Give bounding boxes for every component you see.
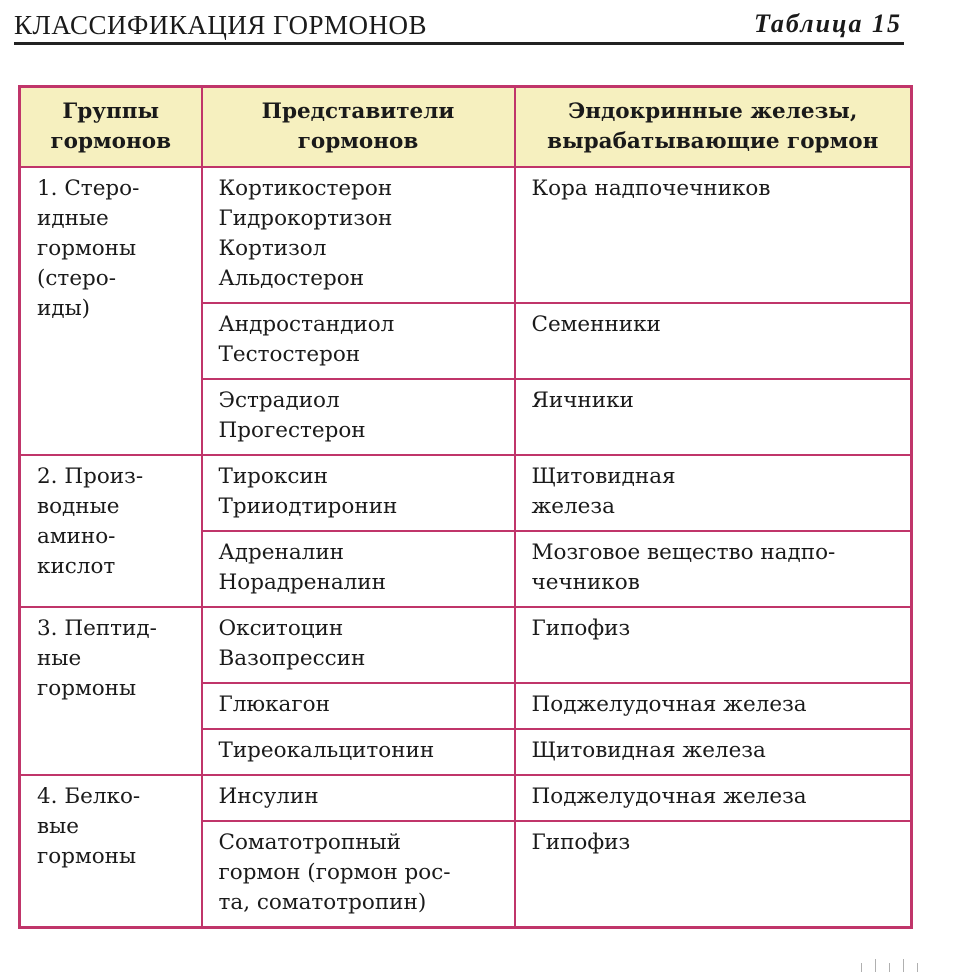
hormones-cell: Инсулин (202, 775, 515, 821)
scan-edge-marks (855, 958, 935, 972)
gland-cell: Гипофиз (515, 607, 912, 683)
gland-cell: Поджелудочная железа (515, 775, 912, 821)
hormones-cell: Андростандиол Тестостерон (202, 303, 515, 379)
hormones-cell: Тиреокальцитонин (202, 729, 515, 775)
hormones-cell: Соматотропный гормон (гормон рос- та, соматотропин) (202, 821, 515, 928)
group-cell: 1. Стеро- идные гормоны (стеро- иды) (20, 167, 202, 455)
column-header-representatives: Представители гормонов (202, 87, 515, 168)
gland-cell: Семенники (515, 303, 912, 379)
gland-cell: Щитовидная железа (515, 455, 912, 531)
gland-cell: Поджелудочная железа (515, 683, 912, 729)
hormones-cell: Эстрадиол Прогестерон (202, 379, 515, 455)
gland-cell: Яичники (515, 379, 912, 455)
hormones-cell: Окситоцин Вазопрессин (202, 607, 515, 683)
hormones-cell: Адреналин Норадреналин (202, 531, 515, 607)
page-title: КЛАССИФИКАЦИЯ ГОРМОНОВ (14, 10, 428, 40)
column-header-glands: Эндокринные железы, вырабатывающие гормон (515, 87, 912, 168)
table-row (20, 775, 912, 821)
table-row (20, 455, 912, 531)
gland-cell: Щитовидная железа (515, 729, 912, 775)
page-header (14, 6, 904, 45)
gland-cell: Кора надпочечников (515, 167, 912, 303)
group-cell: 3. Пептид- ные гормоны (20, 607, 202, 775)
hormones-cell: Тироксин Трииодтиронин (202, 455, 515, 531)
hormone-classification-table (18, 85, 913, 929)
hormones-cell: Глюкагон (202, 683, 515, 729)
table-row (20, 167, 912, 303)
group-cell: 4. Белко- вые гормоны (20, 775, 202, 928)
table-header-row (20, 87, 912, 168)
table-row (20, 607, 912, 683)
column-header-groups: Группы гормонов (20, 87, 202, 168)
gland-cell: Гипофиз (515, 821, 912, 928)
hormones-cell: Кортикостерон Гидрокортизон Кортизол Альдостерон (202, 167, 515, 303)
group-cell: 2. Произ- водные амино- кислот (20, 455, 202, 607)
table-number: Таблица 15 (753, 9, 902, 38)
gland-cell: Мозговое вещество надпо- чечников (515, 531, 912, 607)
